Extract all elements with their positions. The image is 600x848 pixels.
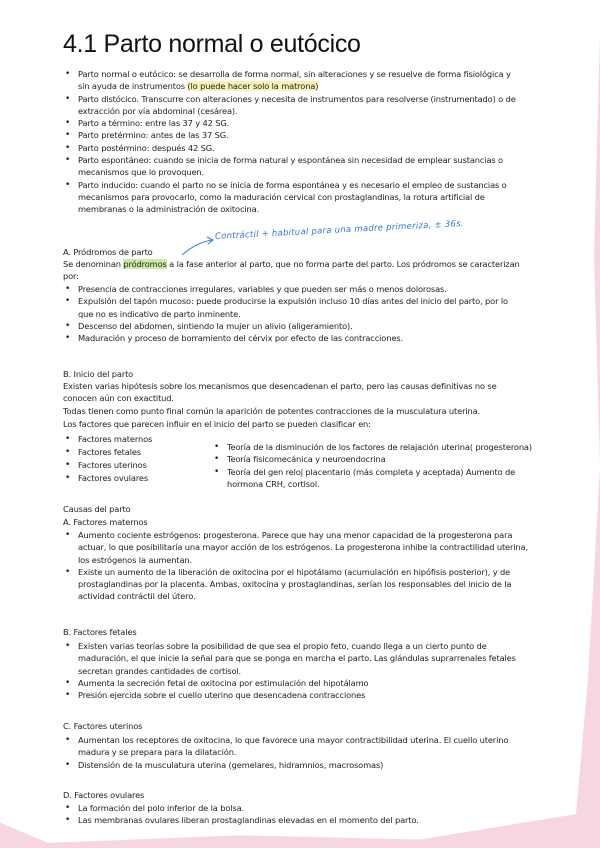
list-item: • Expulsión del tapón mucoso: puede producirse la expulsión incluso 10 días antes del inicio del parto, por lo que no es indicativo de parto inminente.: [63, 295, 523, 320]
paragraph: Los factores que parecen influir en el inicio del parto se pueden clasificar en:: [63, 419, 371, 429]
list-item: • Distensión de la musculatura uterina (gemelares, hidramnios, macrosomas): [63, 759, 538, 771]
intro-list: [63, 68, 518, 216]
subsection-heading: C. Factores uterinos: [63, 721, 143, 731]
list-item: • Parto postérmino: después 42 SG.: [63, 142, 518, 154]
list-item: • Presencia de contracciones irregulares, variables y que pueden ser más o menos dolorosas.: [63, 283, 523, 295]
list-item: • Teoría de la disminución de los factores de relajación uterina( progesterona): [212, 441, 537, 453]
paragraph: Todas tienen como punto final común la aparición de potentes contracciones de la musculatura uterina.: [63, 406, 481, 416]
list-item: • Presión ejercida sobre el cuello uterino que desencadena contracciones: [63, 689, 538, 701]
list-item: • Parto inducido: cuando el parto no se inicia de forma espontánea y es necesario el empleo de sustancias o mecanismos para provocarlo, como la maduración cervical con prostaglandinas, la rotura artificial de membranas o la administración de oxitocina.: [63, 179, 518, 216]
list-item: • Parto a término: entre las 37 y 42 SG.: [63, 117, 518, 129]
list-item: • Descenso del abdomen, sintiendo la mujer un alivio (aligeramiento).: [63, 320, 523, 332]
page-title: 4.1 Parto normal o eutócico: [63, 30, 361, 58]
fetales-list: [63, 640, 538, 701]
list-item: • Existen varias teorías sobre la posibilidad de que sea el propio feto, cuando llega a un cierto punto de maduración, el que inicie la señal para que se ponga en marcha el parto. Las glándulas suprarrenales fetales secretan grandes cantidades de cortisol.: [63, 640, 538, 677]
list-item: • Parto espontáneo: cuando se inicia de forma natural y espontánea sin necesidad de emplear sustancias o mecanismos que lo provoquen.: [63, 154, 518, 179]
subsection-heading: D. Factores ovulares: [63, 790, 145, 800]
list-item: • Factores fetales: [63, 446, 208, 459]
section-heading: A. Pródromos de parto: [63, 247, 153, 257]
theories-list: [212, 441, 537, 490]
ovulares-list: [63, 802, 538, 827]
arrow-icon: [180, 236, 214, 258]
list-item: • Teoría fisicomecánica y neuroendocrina: [212, 453, 537, 465]
maternos-list: [63, 529, 533, 603]
list-item: • Las membranas ovulares liberan prostaglandinas elevadas en el momento del parto.: [63, 814, 538, 826]
list-item: • Aumentan los receptores de oxitocina, lo que favorece una mayor contractibilidad uterina. El cuello uterino madura y se prepara para la dilatación.: [63, 734, 538, 759]
section-heading: Causas del parto: [63, 504, 131, 514]
uterinos-list: [63, 734, 538, 771]
subsection-heading: A. Factores maternos: [63, 517, 148, 527]
list-item: • Factores ovulares: [63, 472, 208, 485]
list-item: • Aumento cociente estrógenos: progesterona. Parece que hay una menor capacidad de la progesterona para actuar, lo que posibilitaría una mayor acción de los estrógenos. La progesterona inhibe la contractilidad uterina, los estrógenos la aumentan.: [63, 529, 533, 566]
list-item: • Factores maternos: [63, 433, 208, 446]
list-item: • Factores uterinos: [63, 459, 208, 472]
list-item: • Maduración y proceso de borramiento del cérvix por efecto de las contracciones.: [63, 332, 523, 344]
paragraph: Existen varias hipótesis sobre los mecanismos que desencadenan el parto, pero las causas definitivas no se conocen aún con exactitud.: [63, 381, 497, 404]
list-item: • Aumenta la secreción fetal de oxitocina por estimulación del hipotálamo: [63, 677, 538, 689]
handwritten-note: Contráctil + habitual para una madre primeriza, ± 36s.: [214, 218, 464, 242]
list-item: • Parto distócico. Transcurre con alteraciones y necesita de instrumentos para resolverse (instrumentado) o de extracción por vía abdominal (cesárea).: [63, 93, 518, 118]
list-item: • La formación del polo inferior de la bolsa.: [63, 802, 538, 814]
list-item: • Existe un aumento de la liberación de oxitocina por el hipotálamo (acumulación en hipófisis posterior), y de prostaglandinas por la placenta. Ambas, oxitocina y prostaglandinas, serían los responsables del inicio de la actividad contráctil del útero.: [63, 566, 533, 603]
subsection-heading: B. Factores fetales: [63, 627, 137, 637]
list-item: • Parto normal o eutócico: se desarrolla de forma normal, sin alteraciones y se resuelve de forma fisiológica y sin ayuda de instrumentos (lo puede hacer solo la matrona): [63, 68, 518, 93]
list-item: • Teoría del gen reloj placentario (más completa y aceptada) Aumento de hormona CRH, cortisol.: [212, 466, 537, 491]
list-item: • Parto pretérmino: antes de las 37 SG.: [63, 129, 518, 141]
factors-list: [63, 433, 208, 485]
section-heading: B. Inicio del parto: [63, 369, 134, 379]
paragraph: Se denominan pródromos a la fase anterior al parto, que no forma parte del parto. Los pródromos se caracterizan por:: [63, 259, 520, 282]
prodromos-list: [63, 283, 523, 344]
